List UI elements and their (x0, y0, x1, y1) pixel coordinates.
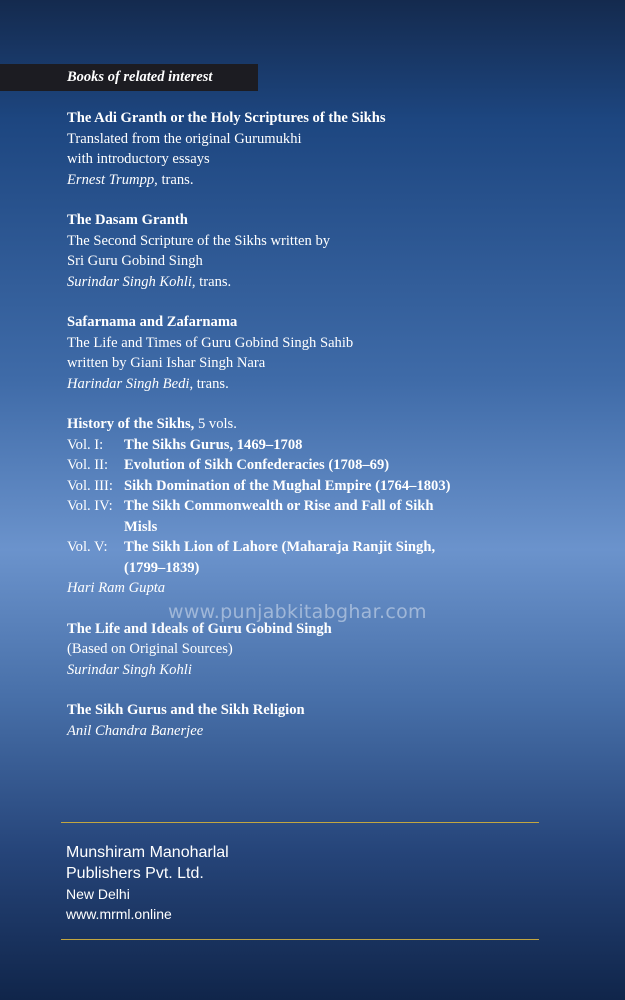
divider-bottom (61, 939, 539, 940)
book-title: The Life and Ideals of Guru Gobind Singh (67, 620, 332, 637)
volume-number: Vol. II: (67, 457, 109, 473)
book-title: The Sikh Gurus and the Sikh Religion (67, 702, 305, 718)
related-interest-banner (0, 64, 258, 91)
series-heading (67, 414, 605, 435)
book-credit (67, 170, 605, 191)
book-list (67, 108, 605, 761)
book-author: Hari Ram Gupta (67, 580, 166, 596)
book-title: The Dasam Granth (67, 212, 188, 228)
volume-item (67, 496, 605, 537)
book-adi-granth (67, 108, 605, 190)
book-title: Safarnama and Zafarnama (67, 314, 238, 330)
book-author: Anil Chandra Banerjee (67, 722, 204, 739)
publisher-block (66, 842, 229, 924)
volume-title: The Sikh Commonwealth or Rise and Fall of Sikh Misls (124, 498, 434, 535)
book-author: Ernest Trumpp (67, 171, 155, 188)
book-role: , trans. (154, 171, 194, 188)
volume-number: Vol. IV: (67, 498, 113, 514)
publisher-website: www.mrml.online (66, 906, 172, 922)
book-description: written by Giani Ishar Singh Nara (67, 355, 266, 371)
book-role: , trans. (189, 375, 229, 392)
volume-count: 5 vols. (194, 416, 237, 432)
book-credit (67, 272, 605, 293)
book-history-of-sikhs (67, 414, 605, 599)
volume-item (67, 435, 605, 456)
watermark: www.punjabkitabghar.com (168, 601, 427, 623)
book-author: Surindar Singh Kohli (67, 661, 192, 678)
book-description: (Based on Original Sources) (67, 641, 233, 657)
book-title: History of the Sikhs, (67, 416, 195, 432)
volume-number: Vol. III: (67, 477, 113, 494)
book-life-and-ideals (67, 619, 605, 681)
volume-number: Vol. V: (67, 539, 108, 555)
book-safarnama (67, 312, 605, 394)
book-role: , trans. (191, 273, 232, 290)
publisher-city: New Delhi (66, 886, 130, 902)
volume-number: Vol. I: (67, 436, 104, 453)
publisher-name: Munshiram Manoharlal (66, 844, 229, 861)
volume-item (67, 455, 605, 476)
book-sikh-gurus-religion (67, 700, 605, 741)
banner-label: Books of related interest (67, 69, 213, 85)
volume-title: Evolution of Sikh Confederacies (1708–69) (124, 457, 390, 473)
volume-title: The Sikhs Gurus, 1469–1708 (124, 436, 303, 453)
volume-title: The Sikh Lion of Lahore (Maharaja Ranjit Singh, (1799–1839) (124, 539, 436, 576)
volume-item (67, 476, 605, 497)
book-description: with introductory essays (67, 151, 210, 167)
book-description: The Life and Times of Guru Gobind Singh Sahib (67, 334, 354, 351)
book-author: Surindar Singh Kohli (67, 273, 192, 290)
volume-title: Sikh Domination of the Mughal Empire (1764–1803) (124, 477, 451, 494)
book-title: The Adi Granth or the Holy Scriptures of the Sikhs (67, 110, 386, 126)
book-author: Harindar Singh Bedi (67, 375, 190, 392)
book-description: Translated from the original Gurumukhi (67, 130, 302, 147)
divider-top (61, 822, 539, 823)
volume-item (67, 537, 605, 578)
book-description: Sri Guru Gobind Singh (67, 253, 203, 269)
volume-list (67, 435, 605, 579)
book-dasam-granth (67, 210, 605, 292)
publisher-name-line2: Publishers Pvt. Ltd. (66, 865, 204, 882)
book-credit (67, 374, 605, 395)
book-description: The Second Scripture of the Sikhs written by (67, 232, 331, 249)
